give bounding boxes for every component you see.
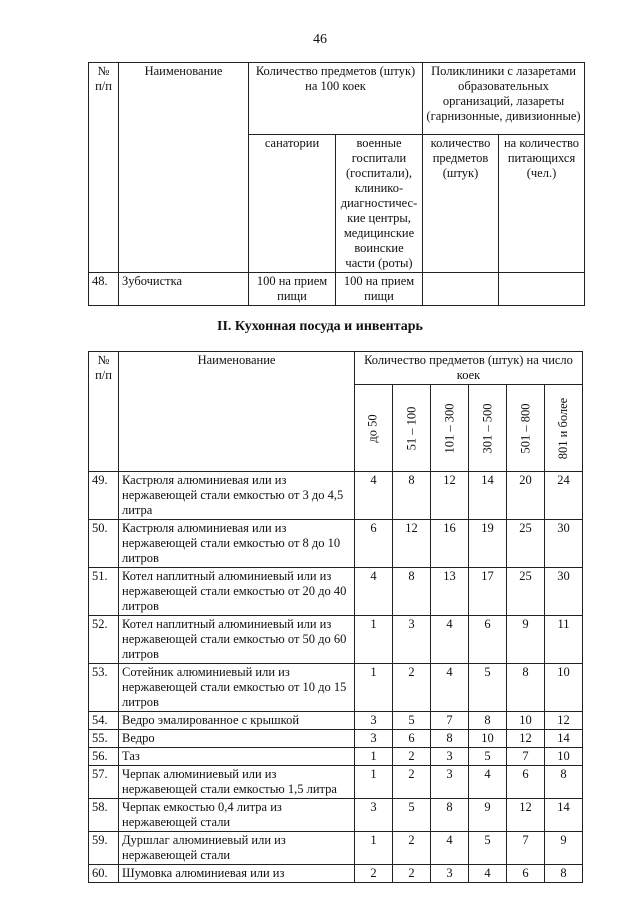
row-name: Кастрюля алюминиевая или из нержавеющей стали емкостью от 8 до 10 литров [119, 520, 355, 568]
row-num: 53. [89, 664, 119, 712]
row-value: 4 [355, 472, 393, 520]
row-value: 10 [507, 712, 545, 730]
header-military-hospitals: военные госпитали (госпитали), клинико-диагностичес-кие центры, медицинские воинские части (роты) [336, 135, 423, 273]
row-value: 9 [469, 799, 507, 832]
row-num: 58. [89, 799, 119, 832]
row-value: 12 [431, 472, 469, 520]
row-value: 6 [469, 616, 507, 664]
row-num: 51. [89, 568, 119, 616]
header-range-2: 51 – 100 [393, 385, 431, 472]
row-value: 19 [469, 520, 507, 568]
header-range-3: 101 – 300 [431, 385, 469, 472]
row-value: 1 [355, 766, 393, 799]
row-num: 55. [89, 730, 119, 748]
row-value: 6 [507, 766, 545, 799]
row-value: 5 [393, 799, 431, 832]
row-name: Котел наплитный алюминиевый или из нержавеющей стали емкостью от 50 до 60 литров [119, 616, 355, 664]
row-num: 60. [89, 865, 119, 883]
row-value: 2 [355, 865, 393, 883]
row-num: 56. [89, 748, 119, 766]
table-row [89, 568, 583, 616]
row-num: 57. [89, 766, 119, 799]
row-qty-items [423, 273, 499, 306]
header-range-5: 501 – 800 [507, 385, 545, 472]
row-value: 25 [507, 520, 545, 568]
row-num: 52. [89, 616, 119, 664]
row-value: 2 [393, 865, 431, 883]
row-value: 16 [431, 520, 469, 568]
row-value: 9 [545, 832, 583, 865]
row-name: Зубочистка [119, 273, 249, 306]
row-name: Кастрюля алюминиевая или из нержавеющей стали емкостью от 3 до 4,5 литра [119, 472, 355, 520]
row-value: 4 [431, 832, 469, 865]
row-name: Ведро эмалированное с крышкой [119, 712, 355, 730]
table-row [89, 832, 583, 865]
row-value: 8 [545, 766, 583, 799]
row-value: 14 [545, 799, 583, 832]
table-row [89, 712, 583, 730]
row-value: 12 [545, 712, 583, 730]
header-range-6: 801 и более [545, 385, 583, 472]
main-table-body [89, 472, 583, 883]
row-value: 30 [545, 520, 583, 568]
row-value: 2 [393, 748, 431, 766]
row-value: 1 [355, 616, 393, 664]
row-value: 12 [507, 799, 545, 832]
row-value: 2 [393, 766, 431, 799]
header-num: № п/п [89, 352, 119, 472]
row-value: 10 [469, 730, 507, 748]
table-row [89, 664, 583, 712]
row-value: 12 [393, 520, 431, 568]
row-value: 14 [469, 472, 507, 520]
row-num: 49. [89, 472, 119, 520]
row-value: 3 [355, 799, 393, 832]
header-range-1: до 50 [355, 385, 393, 472]
row-value: 6 [393, 730, 431, 748]
row-value: 10 [545, 664, 583, 712]
row-value: 5 [393, 712, 431, 730]
row-value: 11 [545, 616, 583, 664]
header-polyclinics: Поликлиники с лазаретами образовательных организаций, лазареты (гарнизонные, дивизионные) [423, 63, 585, 135]
row-value: 3 [355, 712, 393, 730]
header-qty: Количество предметов (штук) на число коек [355, 352, 583, 385]
row-value: 10 [545, 748, 583, 766]
row-value: 7 [507, 748, 545, 766]
row-value: 30 [545, 568, 583, 616]
row-name: Дуршлаг алюминиевый или из нержавеющей стали [119, 832, 355, 865]
row-name: Черпак емкостью 0,4 литра из нержавеющей стали [119, 799, 355, 832]
row-num: 48. [89, 273, 119, 306]
header-sanatoria: санатории [249, 135, 336, 273]
table-row [89, 472, 583, 520]
table-row [89, 799, 583, 832]
row-value: 2 [393, 664, 431, 712]
row-value: 4 [469, 865, 507, 883]
row-name: Ведро [119, 730, 355, 748]
row-value: 5 [469, 832, 507, 865]
table-row [89, 730, 583, 748]
row-value: 1 [355, 664, 393, 712]
row-value: 25 [507, 568, 545, 616]
row-value: 7 [431, 712, 469, 730]
row-value: 3 [393, 616, 431, 664]
row-value: 8 [393, 568, 431, 616]
row-value: 8 [431, 799, 469, 832]
row-num: 50. [89, 520, 119, 568]
table-row [89, 865, 583, 883]
row-value: 5 [469, 748, 507, 766]
row-value: 4 [355, 568, 393, 616]
main-table [88, 351, 583, 883]
section-title: II. Кухонная посуда и инвентарь [217, 319, 423, 334]
row-value: 7 [507, 832, 545, 865]
header-qty-per-100: Количество предметов (штук) на 100 коек [249, 63, 423, 135]
row-value: 1 [355, 748, 393, 766]
row-value: 20 [507, 472, 545, 520]
row-name: Сотейник алюминиевый или из нержавеющей стали емкостью от 10 до 15 литров [119, 664, 355, 712]
header-num: № п/п [89, 63, 119, 273]
row-value: 6 [507, 865, 545, 883]
row-value: 14 [545, 730, 583, 748]
row-hospitals: 100 на прием пищи [336, 273, 423, 306]
row-value: 8 [469, 712, 507, 730]
table-row [89, 273, 585, 306]
header-qty-items: количество предметов (штук) [423, 135, 499, 273]
row-value: 4 [469, 766, 507, 799]
row-value: 4 [431, 664, 469, 712]
row-value: 8 [393, 472, 431, 520]
row-sanatoria: 100 на прием пищи [249, 273, 336, 306]
row-value: 13 [431, 568, 469, 616]
row-value: 12 [507, 730, 545, 748]
row-value: 1 [355, 832, 393, 865]
row-value: 8 [431, 730, 469, 748]
top-table [88, 62, 585, 306]
row-value: 8 [545, 865, 583, 883]
table-row [89, 766, 583, 799]
row-name: Котел наплитный алюминиевый или из нержавеющей стали емкостью от 20 до 40 литров [119, 568, 355, 616]
row-value: 2 [393, 832, 431, 865]
row-value: 5 [469, 664, 507, 712]
row-name: Таз [119, 748, 355, 766]
header-name: Наименование [119, 352, 355, 472]
row-value: 3 [431, 865, 469, 883]
row-num: 54. [89, 712, 119, 730]
table-row [89, 616, 583, 664]
row-value: 9 [507, 616, 545, 664]
row-value: 3 [355, 730, 393, 748]
row-per-qty [499, 273, 585, 306]
row-name: Черпак алюминиевый или из нержавеющей стали емкостью 1,5 литра [119, 766, 355, 799]
row-value: 4 [431, 616, 469, 664]
row-value: 24 [545, 472, 583, 520]
row-num: 59. [89, 832, 119, 865]
row-value: 17 [469, 568, 507, 616]
row-name: Шумовка алюминиевая или из [119, 865, 355, 883]
row-value: 3 [431, 748, 469, 766]
table-row [89, 520, 583, 568]
header-name: Наименование [119, 63, 249, 273]
row-value: 8 [507, 664, 545, 712]
table-row [89, 748, 583, 766]
header-range-4: 301 – 500 [469, 385, 507, 472]
row-value: 3 [431, 766, 469, 799]
row-value: 6 [355, 520, 393, 568]
header-per-qty: на количество питающихся (чел.) [499, 135, 585, 273]
page-number: 46 [313, 32, 327, 47]
